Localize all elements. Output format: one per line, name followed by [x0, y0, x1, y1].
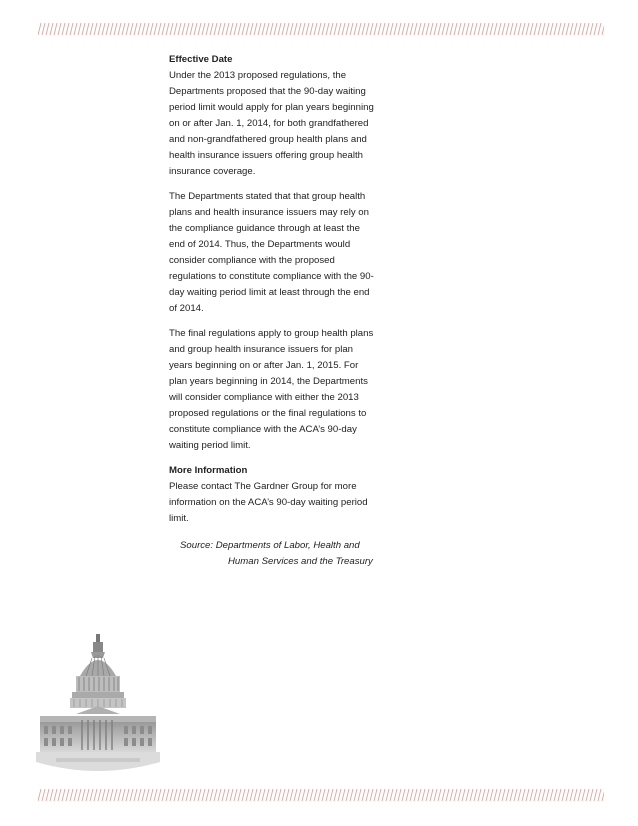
source-line-1: Source: Departments of Labor, Health and [180, 540, 360, 551]
paragraph: Under the 2013 proposed regulations, the Departments proposed that the 90-day waiting period limit would apply for plan years beginning on or after Jan. 1, 2014, for both grandfathered and non-grandfathered group health plans and health insurance issuers offering group health insurance coverage. [169, 70, 374, 177]
paragraph: Please contact The Gardner Group for more information on the ACA’s 90-day waiting period limit. [169, 481, 368, 524]
section-effective-date [169, 52, 375, 454]
capitol-dome-icon [36, 632, 160, 780]
capitol-building-illustration [36, 632, 160, 780]
section-more-information [169, 463, 375, 527]
decorative-border-bottom [38, 788, 604, 802]
decorative-border-top [38, 22, 604, 36]
paragraph: The final regulations apply to group health plans and group health insurance issuers for plan years beginning on or after Jan. 1, 2015. For plan years beginning in 2014, the Departments will consider compliance with either the 2013 proposed regulations or the final regulations to constitute compliance with the ACA’s 90-day waiting period limit. [169, 328, 374, 451]
source-line-2: Human Services and the Treasury [228, 556, 373, 567]
paragraph: The Departments stated that that group health plans and health insurance issuers may rely on the compliance guidance through at least the end of 2014. Thus, the Departments would consider compliance with the proposed regulations to constitute compliance with the 90-day waiting period limit at least through the end of 2014. [169, 191, 374, 314]
source-citation [180, 538, 375, 570]
article-body [169, 52, 375, 536]
section-heading: More Information [169, 465, 248, 476]
border-hatch-pattern [38, 788, 604, 802]
border-hatch-pattern [38, 22, 604, 36]
section-heading: Effective Date [169, 54, 233, 65]
